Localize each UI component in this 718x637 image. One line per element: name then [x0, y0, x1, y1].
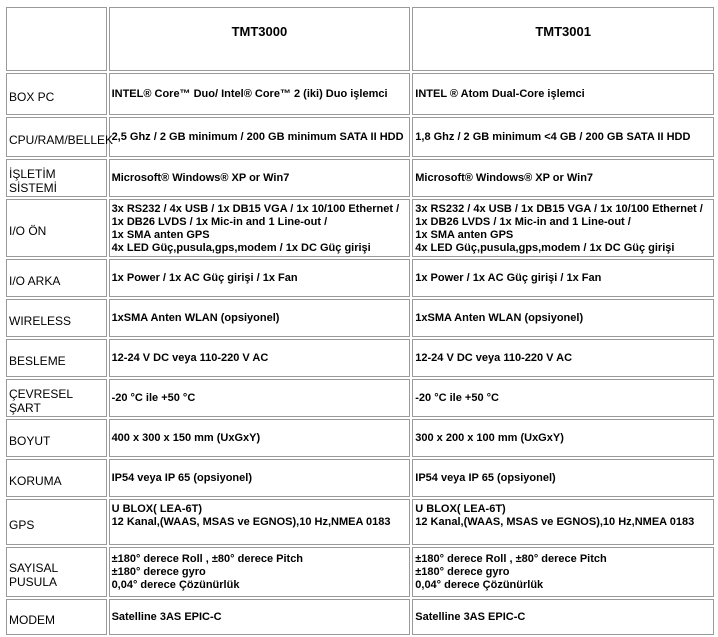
model-a-value: 2,5 Ghz / 2 GB minimum / 200 GB minimum SATA II HDD [109, 117, 411, 157]
model-a-value: INTEL® Core™ Duo/ Intel® Core™ 2 (iki) Duo işlemci [109, 73, 411, 115]
model-b-heading: TMT3001 [412, 7, 714, 71]
model-b-value: ±180° derece Roll , ±80° derece Pitch ±180° derece gyro 0,04° derece Çözünürlük [412, 547, 714, 597]
model-a-value: 12-24 V DC veya 110-220 V AC [109, 339, 411, 377]
table-row [6, 419, 714, 457]
model-a-value: 400 x 300 x 150 mm (UxGxY) [109, 419, 411, 457]
model-a-value: IP54 veya IP 65 (opsiyonel) [109, 459, 411, 497]
table-row [6, 499, 714, 545]
table-row [6, 259, 714, 297]
table-row [6, 379, 714, 417]
table-row [6, 547, 714, 597]
model-b-value: Microsoft® Windows® XP or Win7 [412, 159, 714, 197]
header-empty-cell [6, 7, 107, 71]
model-b-value: IP54 veya IP 65 (opsiyonel) [412, 459, 714, 497]
row-label: CPU/RAM/BELLEK [6, 117, 107, 157]
table-row [6, 159, 714, 197]
model-a-value: 1xSMA Anten WLAN (opsiyonel) [109, 299, 411, 337]
row-label: WIRELESS [6, 299, 107, 337]
table-header-row [6, 7, 714, 71]
row-label: BESLEME [6, 339, 107, 377]
table-row [6, 73, 714, 115]
model-a-value: 1x Power / 1x AC Güç girişi / 1x Fan [109, 259, 411, 297]
row-label: I/O ÖN [6, 199, 107, 257]
table-row [6, 339, 714, 377]
model-a-value: 3x RS232 / 4x USB / 1x DB15 VGA / 1x 10/100 Ethernet / 1x DB26 LVDS / 1x Mic-in and 1 Line-out / 1x SMA anten GPS 4x LED Güç,pusula,gps,modem / 1x DC Güç girişi [109, 199, 411, 257]
model-b-value: -20 °C ile +50 °C [412, 379, 714, 417]
model-b-value: INTEL ® Atom Dual-Core işlemci [412, 73, 714, 115]
table-row [6, 299, 714, 337]
model-a-heading: TMT3000 [109, 7, 411, 71]
model-a-value: U BLOX( LEA-6T) 12 Kanal,(WAAS, MSAS ve EGNOS),10 Hz,NMEA 0183 [109, 499, 411, 545]
row-label: BOX PC [6, 73, 107, 115]
model-b-value: 1x Power / 1x AC Güç girişi / 1x Fan [412, 259, 714, 297]
row-label: MODEM [6, 599, 107, 635]
table-row [6, 199, 714, 257]
model-b-value: 300 x 200 x 100 mm (UxGxY) [412, 419, 714, 457]
model-b-value: 1,8 Ghz / 2 GB minimum <4 GB / 200 GB SATA II HDD [412, 117, 714, 157]
table-row [6, 599, 714, 635]
row-label: SAYISAL PUSULA [6, 547, 107, 597]
spec-comparison-table [4, 5, 716, 637]
row-label: GPS [6, 499, 107, 545]
model-a-value: -20 °C ile +50 °C [109, 379, 411, 417]
row-label: I/O ARKA [6, 259, 107, 297]
row-label: İŞLETİM SİSTEMİ [6, 159, 107, 197]
row-label: KORUMA [6, 459, 107, 497]
model-b-value: Satelline 3AS EPIC-C [412, 599, 714, 635]
model-b-value: 12-24 V DC veya 110-220 V AC [412, 339, 714, 377]
row-label: BOYUT [6, 419, 107, 457]
model-b-value: U BLOX( LEA-6T) 12 Kanal,(WAAS, MSAS ve EGNOS),10 Hz,NMEA 0183 [412, 499, 714, 545]
model-b-value: 3x RS232 / 4x USB / 1x DB15 VGA / 1x 10/100 Ethernet / 1x DB26 LVDS / 1x Mic-in and 1 Line-out / 1x SMA anten GPS 4x LED Güç,pusula,gps,modem / 1x DC Güç girişi [412, 199, 714, 257]
row-label: ÇEVRESEL ŞART [6, 379, 107, 417]
table-row [6, 459, 714, 497]
model-a-value: Satelline 3AS EPIC-C [109, 599, 411, 635]
model-a-value: Microsoft® Windows® XP or Win7 [109, 159, 411, 197]
model-a-value: ±180° derece Roll , ±80° derece Pitch ±180° derece gyro 0,04° derece Çözünürlük [109, 547, 411, 597]
table-row [6, 117, 714, 157]
model-b-value: 1xSMA Anten WLAN (opsiyonel) [412, 299, 714, 337]
